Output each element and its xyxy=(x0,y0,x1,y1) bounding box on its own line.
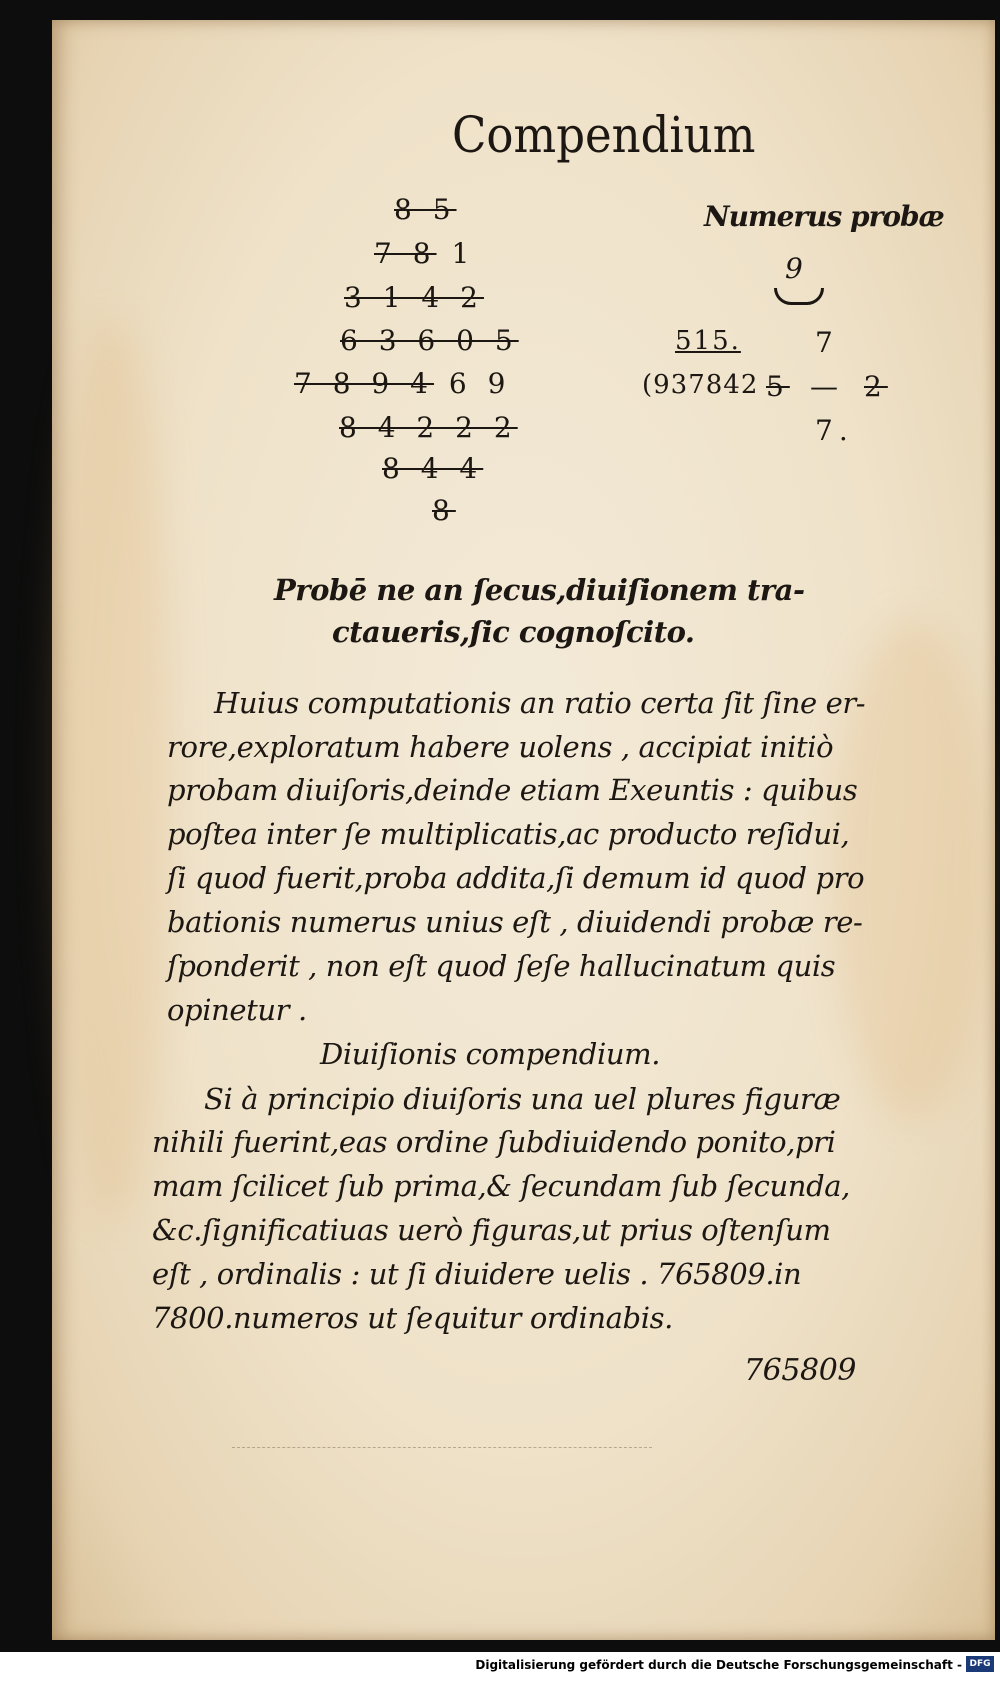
division-row xyxy=(294,367,511,400)
division-row: 6 3 6 0 5 xyxy=(340,324,519,357)
section-heading: ctaueris,ſic cognoſcito. xyxy=(332,615,695,649)
check-digit-top: 7 xyxy=(815,326,839,359)
section-heading: Diuiſionis compendium. xyxy=(320,1037,661,1071)
division-row: 8 4 4 xyxy=(382,452,484,485)
paragraph-line: ſponderit , non eſt quod ſeſe hallucinatum quis xyxy=(167,949,836,983)
paragraph-line: rore,exploratum habere uolens , accipiat initiò xyxy=(167,730,834,764)
division-struck-digits: 7 8 xyxy=(374,237,437,270)
paragraph-line: poſtea inter ſe multiplicatis,ac producto reſidui, xyxy=(167,817,850,851)
check-digit-bottom: 7. xyxy=(815,414,854,447)
paragraph-line: Huius computationis an ratio certa ſit ſine er- xyxy=(214,686,866,720)
paragraph-line: opinetur . xyxy=(167,993,307,1027)
book-page xyxy=(52,20,995,1640)
paragraph-line: ſi quod fuerit,proba addita,ſi demum id quod pro xyxy=(167,861,865,895)
probe-number-value: 9 xyxy=(785,252,803,285)
paragraph-line: 7800.numeros ut ſequitur ordinabis. xyxy=(152,1301,673,1335)
paragraph-line: &c.ſignificatiuas uerò figuras,ut prius oſtenſum xyxy=(152,1213,831,1247)
division-row: 3 1 4 2 xyxy=(344,281,484,314)
check-digit-left: 5 xyxy=(766,370,790,403)
catchword: 765809 xyxy=(744,1353,857,1388)
paragraph-line: eſt , ordinalis : ut ſi diuidere uelis . 765809.in xyxy=(152,1257,802,1291)
paragraph-line: nihili fuerint,eas ordine ſubdiuidendo ponito,pri xyxy=(152,1125,836,1159)
page-title: Compendium xyxy=(452,106,756,164)
section-heading: Probē ne an ſecus,diuiſionem tra- xyxy=(274,573,805,607)
division-digits: 6 9 xyxy=(448,367,512,400)
page-stain xyxy=(52,320,172,1220)
paragraph-line: probam diuiſoris,deinde etiam Exeuntis : quibus xyxy=(167,773,858,807)
paragraph-line: Si à principio diuiſoris una uel plures figuræ xyxy=(204,1082,841,1116)
check-dash: — xyxy=(810,370,844,403)
division-row: 8 5 xyxy=(394,193,457,226)
paragraph-line: bationis numerus unius eſt , diuidendi probæ re- xyxy=(167,905,863,939)
quotient: 515. xyxy=(675,326,741,356)
division-row: 8 4 2 2 2 xyxy=(339,411,518,444)
footer-credit: Digitalisierung gefördert durch die Deutsche Forschungsgemeinschaft - xyxy=(475,1658,962,1672)
division-row: 8 xyxy=(432,494,456,527)
check-digit-right: 2 xyxy=(864,370,888,403)
probe-hook-mark xyxy=(774,288,824,305)
probe-number-label: Numerus probæ xyxy=(704,200,944,233)
dfg-logo-icon: DFG xyxy=(966,1656,994,1672)
dividend: (937842 xyxy=(642,370,759,400)
division-struck-digits: 7 8 9 4 xyxy=(294,367,434,400)
division-digit: 1 xyxy=(451,237,476,270)
division-row xyxy=(374,237,475,270)
paragraph-line: mam ſcilicet ſub prima,& ſecundam ſub ſecunda, xyxy=(152,1169,850,1203)
faint-rule xyxy=(232,1447,652,1448)
